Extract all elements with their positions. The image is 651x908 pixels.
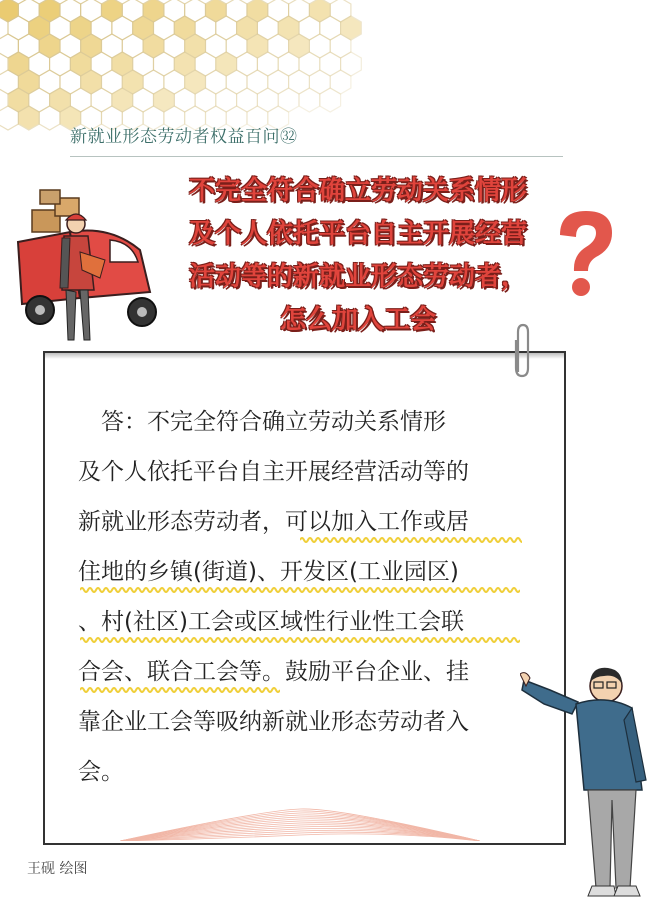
highlight-underline bbox=[300, 536, 522, 544]
delivery-courier-illustration bbox=[10, 180, 175, 350]
headline bbox=[168, 170, 548, 342]
paperclip-icon bbox=[512, 322, 532, 380]
illustration-credit: 王砚 绘图 bbox=[27, 861, 88, 877]
hexagon-cell bbox=[39, 106, 60, 130]
headline-line: 及个人依托平台自主开展经营 bbox=[188, 219, 527, 249]
headline-line: 怎么加入工会 bbox=[279, 305, 436, 335]
answer-line: 靠企业工会等吸纳新就业形态劳动者入 bbox=[78, 709, 469, 735]
hexagon-cell bbox=[320, 88, 341, 112]
question-mark-icon bbox=[548, 205, 620, 300]
highlight-underline bbox=[80, 636, 520, 644]
series-title: 新就业形态劳动者权益百问㉜ bbox=[70, 127, 298, 147]
answer-line: 及个人依托平台自主开展经营活动等的 bbox=[78, 459, 469, 485]
answer-line: 合会、联合工会等。鼓励平台企业、挂 bbox=[78, 659, 469, 685]
answer-line: 答：不完全符合确立劳动关系情形 bbox=[78, 409, 446, 435]
hexagon-cell bbox=[18, 106, 39, 130]
headline-line: 活动等的新就业形态劳动者， bbox=[188, 262, 527, 292]
highlight-underline bbox=[80, 586, 520, 594]
highlight-underline bbox=[80, 686, 280, 694]
answer-line: 住地的乡镇(街道)、开发区(工业园区) bbox=[78, 559, 459, 585]
panel-shade bbox=[45, 353, 564, 359]
title-divider bbox=[70, 156, 563, 157]
presenter-illustration bbox=[520, 660, 651, 908]
decorative-wave-lines bbox=[120, 805, 480, 841]
answer-line: 新就业形态劳动者，可以加入工作或居 bbox=[78, 509, 469, 535]
headline-line: 不完全符合确立劳动关系情形 bbox=[188, 176, 527, 206]
answer-line: 、村(社区)工会或区域性行业性工会联 bbox=[78, 609, 464, 635]
answer-text bbox=[78, 397, 533, 797]
hexagon-cell bbox=[299, 88, 320, 112]
answer-line: 会。 bbox=[78, 759, 124, 785]
